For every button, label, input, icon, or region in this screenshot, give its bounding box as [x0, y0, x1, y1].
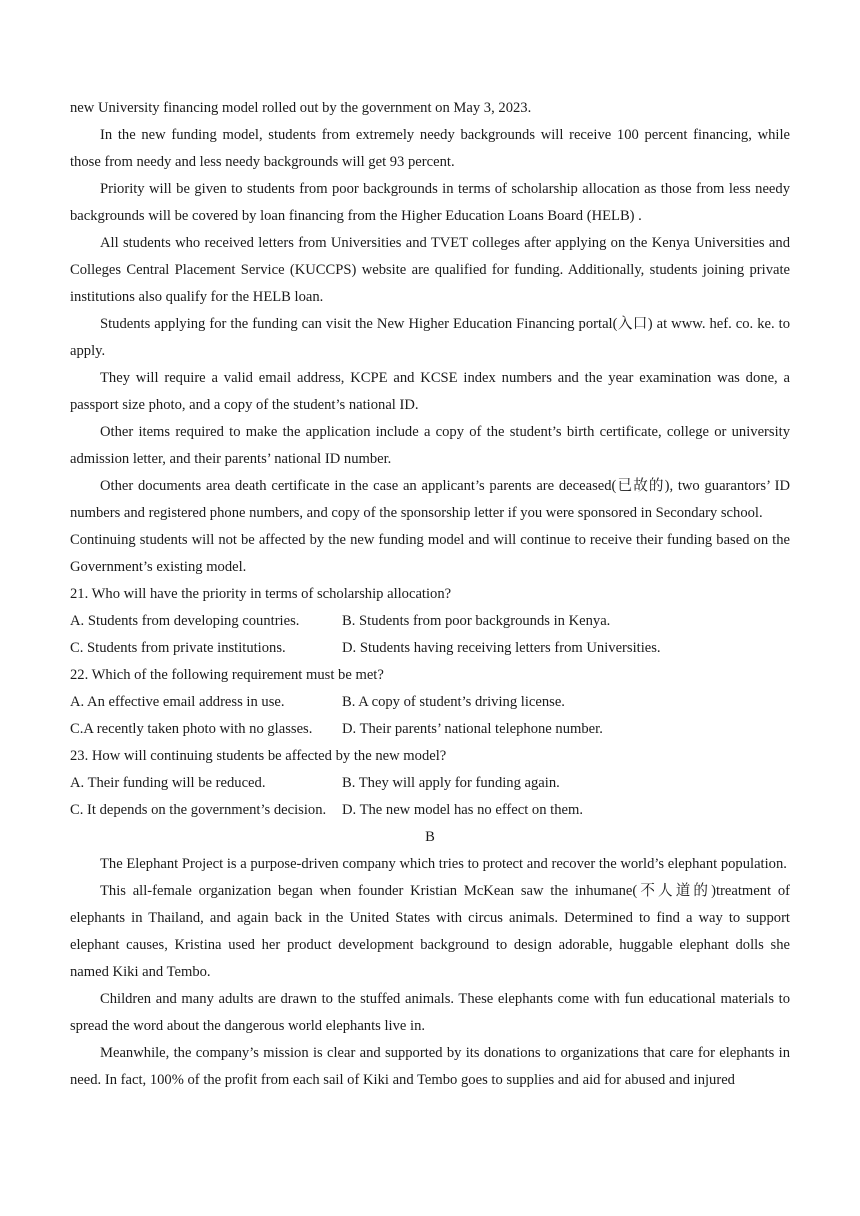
passage-b-paragraph-1: The Elephant Project is a purpose-driven company which tries to protect and recover the world’s elephant population.	[100, 856, 787, 872]
question-21-option-c: C. Students from private institutions.	[70, 640, 286, 656]
passage-a-paragraph-7: Other documents area death certificate in the case an applicant’s parents are deceased(已故的), two guarantors’ ID numbers and registered phone numbers, and copy of the sponsorship letter if you were sponsored in Secondary school.	[70, 478, 790, 521]
question-22-stem: 22. Which of the following requirement must be met?	[70, 667, 384, 683]
question-22-option-d: D. Their parents’ national telephone number.	[342, 721, 603, 737]
passage-a-paragraph-4: Students applying for the funding can visit the New Higher Education Financing portal(入口) at www. hef. co. ke. to apply.	[70, 316, 790, 359]
question-22-option-b: B. A copy of student’s driving license.	[342, 694, 565, 710]
passage-b-paragraph-3: Children and many adults are drawn to the stuffed animals. These elephants come with fun educational materials to spread the word about the dangerous world elephants live in.	[70, 991, 790, 1034]
question-22-options-row-2	[70, 716, 790, 743]
passage-a-first-line: new University financing model rolled out by the government on May 3, 2023.	[70, 100, 532, 116]
question-21-options-row-2	[70, 635, 790, 662]
question-21-stem: 21. Who will have the priority in terms of scholarship allocation?	[70, 586, 452, 602]
document-page	[70, 95, 790, 1094]
question-22-option-a: A. An effective email address in use.	[70, 694, 285, 710]
question-23-option-a: A. Their funding will be reduced.	[70, 775, 266, 791]
question-23-option-c: C. It depends on the government’s decision.	[70, 802, 327, 818]
passage-a-paragraph-5: They will require a valid email address, KCPE and KCSE index numbers and the year examination was done, a passport size photo, and a copy of the student’s national ID.	[70, 370, 790, 413]
question-23-option-b: B. They will apply for funding again.	[342, 775, 560, 791]
passage-b-paragraph-4: Meanwhile, the company’s mission is clear and supported by its donations to organizations that care for elephants in need. In fact, 100% of the profit from each sail of Kiki and Tembo goes to supplies and aid for abused and injured	[70, 1045, 790, 1088]
passage-a-paragraph-3: All students who received letters from Universities and TVET colleges after applying on the Kenya Universities and Colleges Central Placement Service (KUCCPS) website are qualified for funding. Additionally, students joining private institutions also qualify for the HELB loan.	[70, 235, 790, 305]
passage-a-paragraph-8: Continuing students will not be affected by the new funding model and will continue to receive their funding based on the Government’s existing model.	[70, 532, 790, 575]
question-21-option-b: B. Students from poor backgrounds in Kenya.	[342, 613, 611, 629]
passage-b-paragraph-2: This all-female organization began when founder Kristian McKean saw the inhumane(不人道的)treatment of elephants in Thailand, and again back in the United States with circus animals. Determined to find a way to support elephant causes, Kristina used her product development background to design adorable, huggable elephant dolls she named Kiki and Tembo.	[70, 883, 790, 980]
passage-a-paragraph-6: Other items required to make the application include a copy of the student’s birth certificate, college or university admission letter, and their parents’ national ID number.	[70, 424, 790, 467]
question-23-options-row-2	[70, 797, 790, 824]
question-23-stem: 23. How will continuing students be affected by the new model?	[70, 748, 447, 764]
passage-b-heading: B	[425, 829, 435, 845]
passage-a-paragraph-1: In the new funding model, students from extremely needy backgrounds will receive 100 percent financing, while those from needy and less needy backgrounds will get 93 percent.	[70, 127, 790, 170]
question-22-option-c: C.A recently taken photo with no glasses.	[70, 721, 313, 737]
question-22-options-row-1	[70, 689, 790, 716]
question-21-options-row-1	[70, 608, 790, 635]
passage-a-paragraph-2: Priority will be given to students from poor backgrounds in terms of scholarship allocation as those from less needy backgrounds will be covered by loan financing from the Higher Education Loans Board (HELB) .	[70, 181, 790, 224]
question-23-options-row-1	[70, 770, 790, 797]
question-21-option-d: D. Students having receiving letters from Universities.	[342, 640, 661, 656]
question-23-option-d: D. The new model has no effect on them.	[342, 802, 584, 818]
question-21-option-a: A. Students from developing countries.	[70, 613, 300, 629]
